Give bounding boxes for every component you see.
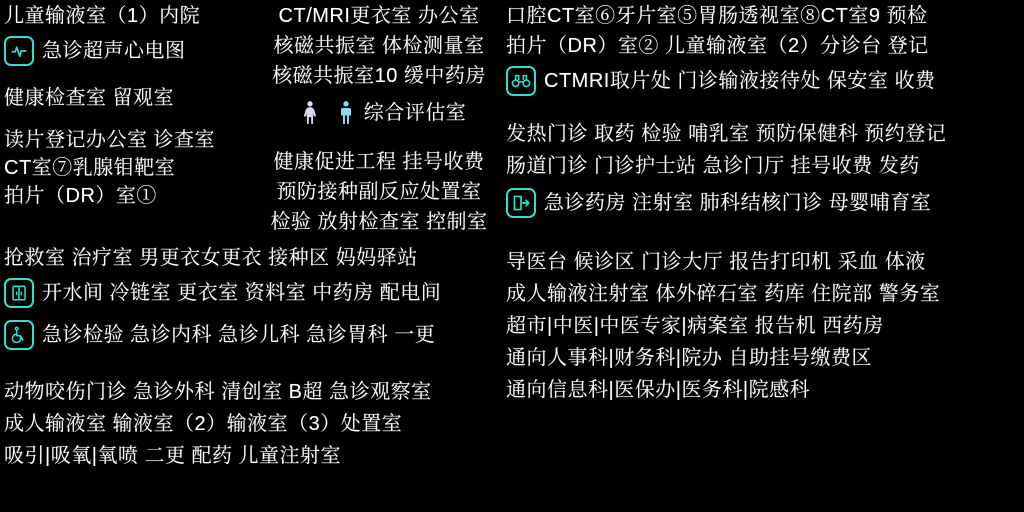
sign-text: 读片登记办公室 诊查室 <box>4 129 216 151</box>
sign-text: 口腔CT室⑥牙片室⑤胃肠透视室⑧CT室9 预检 <box>506 5 928 27</box>
sign-text: 健康促进工程 挂号收费 <box>273 151 485 173</box>
sign-text: 急诊药房 注射室 肺科结核门诊 母婴哺育室 <box>544 192 932 214</box>
pulse-icon <box>4 36 34 66</box>
list-item <box>506 6 1024 26</box>
list-item <box>506 188 1024 218</box>
sign-text: CT室⑦乳腺钼靶室 <box>4 157 176 179</box>
exit-icon <box>506 188 536 218</box>
sign-text: 超市|中医|中医专家|病案室 报告机 西药房 <box>506 315 884 337</box>
sign-text: 通向信息科|医保办|医务科|院感科 <box>506 379 811 401</box>
list-item <box>4 446 524 466</box>
list-item <box>506 348 1024 368</box>
list-item <box>506 252 1024 272</box>
sign-text: 拍片（DR）室② 儿童输液室（2）分诊台 登记 <box>506 35 929 57</box>
male-restroom-icon <box>332 98 360 128</box>
list-item <box>4 278 524 308</box>
sign-text: 导医台 候诊区 门诊大厅 报告打印机 采血 体液 <box>506 251 926 273</box>
sign-text: 综合评估室 <box>363 102 467 124</box>
middle-column <box>254 0 504 232</box>
list-item <box>254 36 504 56</box>
list-item <box>254 66 504 86</box>
sign-text: 发热门诊 取药 检验 哺乳室 预防保健科 预约登记 <box>506 123 947 145</box>
sign-text: 肠道门诊 门诊护士站 急诊门厅 挂号收费 发药 <box>506 155 920 177</box>
cabinet-icon <box>4 278 34 308</box>
sign-text: 核磁共振室 体检测量室 <box>273 35 485 57</box>
sign-text: 检验 放射检查室 控制室 <box>270 211 488 233</box>
sign-text: 急诊超声心电图 <box>42 40 186 62</box>
sign-text: 核磁共振室10 缓中药房 <box>272 65 486 87</box>
list-item <box>506 66 1024 96</box>
sign-text: 成人输液注射室 体外碎石室 药库 住院部 警务室 <box>506 283 941 305</box>
sign-text: 急诊检验 急诊内科 急诊儿科 急诊胃科 一更 <box>42 324 436 346</box>
list-item <box>4 130 254 150</box>
sign-text: CTMRI取片处 门诊输液接待处 保安室 收费 <box>544 70 936 92</box>
list-item <box>506 124 1024 144</box>
list-item <box>506 316 1024 336</box>
list-item <box>254 212 504 232</box>
list-item <box>4 414 524 434</box>
sign-text: 通向人事科|财务科|院办 自助挂号缴费区 <box>506 347 872 369</box>
list-item <box>4 88 254 108</box>
sign-text: 拍片（DR）室① <box>4 185 157 207</box>
female-restroom-icon <box>296 98 324 128</box>
list-item <box>4 158 254 178</box>
list-item <box>4 320 524 350</box>
sign-text: 预防接种副反应处置室 <box>276 181 482 203</box>
list-item <box>506 284 1024 304</box>
sign-text: 开水间 冷链室 更衣室 资料室 中药房 配电间 <box>42 282 442 304</box>
list-item <box>254 152 504 172</box>
list-item <box>4 382 524 402</box>
list-item <box>254 182 504 202</box>
list-item <box>254 6 504 26</box>
list-item <box>254 98 504 128</box>
binoculars-icon <box>506 66 536 96</box>
list-item <box>506 156 1024 176</box>
sign-text: 健康检查室 留观室 <box>4 87 175 109</box>
list-item <box>4 6 254 26</box>
list-item <box>4 248 504 268</box>
list-item <box>4 36 254 66</box>
sign-text: 抢救室 治疗室 男更衣女更衣 接种区 妈妈驿站 <box>4 247 418 269</box>
sign-text: 吸引|吸氧|氧喷 二更 配药 儿童注射室 <box>4 445 342 467</box>
sign-text: 儿童输液室（1）内院 <box>4 5 201 27</box>
sign-text: CT/MRI更衣室 办公室 <box>278 5 480 27</box>
list-item <box>506 380 1024 400</box>
right-column <box>506 0 1024 400</box>
sign-text: 成人输液室 输液室（2）输液室（3）处置室 <box>4 413 403 435</box>
wheelchair-icon <box>4 320 34 350</box>
list-item <box>506 36 1024 56</box>
sign-text: 动物咬伤门诊 急诊外科 清创室 B超 急诊观察室 <box>4 381 432 403</box>
list-item <box>4 186 254 206</box>
